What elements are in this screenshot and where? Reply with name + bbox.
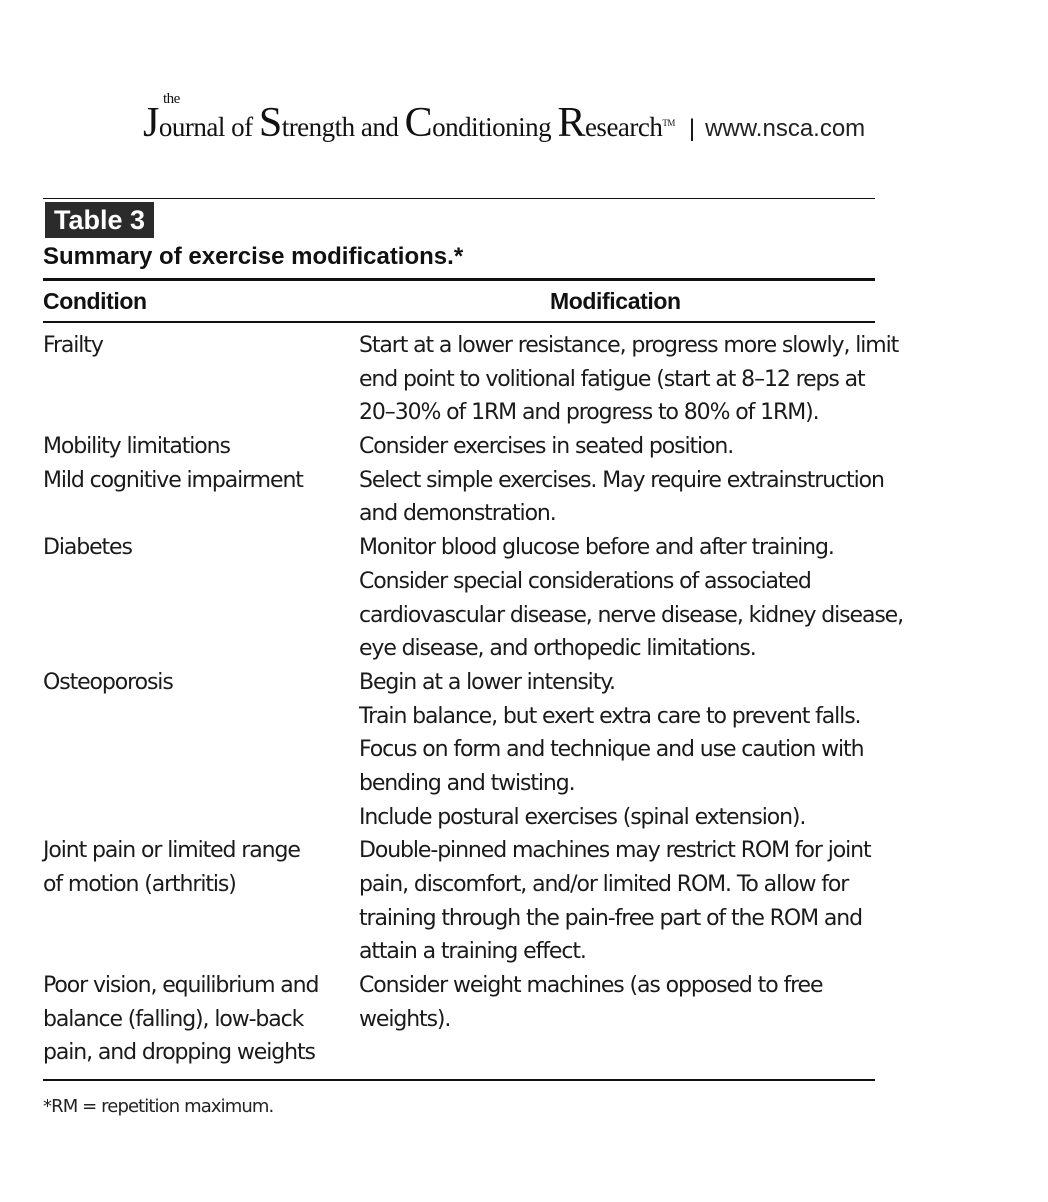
table-row <box>43 329 899 430</box>
journal-title: the Journal of Strength and Conditioning Research™ <box>143 91 675 146</box>
table-row <box>43 531 904 666</box>
condition-line: Joint pain or limited range <box>43 838 300 864</box>
modification-cell <box>359 834 875 969</box>
condition-line <box>43 801 359 835</box>
condition-line <box>43 767 359 801</box>
modification-line: Double-pinned machines may restrict ROM for joint <box>359 838 871 864</box>
table-body <box>43 329 904 1070</box>
top-rule <box>43 198 875 199</box>
modification-cell <box>359 531 904 666</box>
table-row <box>43 464 884 531</box>
modification-line: Consider weight machines (as opposed to free <box>359 973 823 999</box>
condition-line: balance (falling), low-back <box>43 1006 304 1032</box>
table-row <box>43 430 875 464</box>
caption-rule <box>43 278 875 281</box>
condition-line <box>43 632 359 666</box>
table-row <box>43 969 875 1070</box>
modification-line: Focus on form and technique and use caution with <box>359 737 864 763</box>
trademark-symbol: TM <box>662 118 675 128</box>
modification-line: and demonstration. <box>359 501 556 527</box>
modification-line: Start at a lower resistance, progress more slowly, limit <box>359 333 899 358</box>
bottom-rule <box>43 1079 875 1081</box>
condition-line: of motion (arthritis) <box>43 872 236 897</box>
condition-cell <box>43 464 359 531</box>
condition-cell <box>43 666 359 834</box>
modification-line: Consider exercises in seated position. <box>359 434 734 460</box>
condition-line <box>43 733 359 767</box>
condition-cell <box>43 430 359 464</box>
modification-line: Consider special considerations of associated <box>359 568 811 594</box>
table-row <box>43 834 875 969</box>
condition-cell <box>43 969 359 1070</box>
table-caption: Summary of exercise modifications.* <box>43 243 464 270</box>
condition-line: Diabetes <box>43 535 132 561</box>
modification-line <box>359 1036 875 1070</box>
condition-line <box>43 935 359 969</box>
website-link: www.nsca.com <box>705 115 866 142</box>
modification-line: 20–30% of 1RM and progress to 80% of 1RM). <box>359 400 819 426</box>
condition-line <box>43 565 359 599</box>
table-label: Table 3 <box>45 202 154 238</box>
modification-line: end point to volitional fatigue (start at 8–12 reps at <box>359 366 865 392</box>
modification-line: bending and twisting. <box>359 770 575 796</box>
condition-cell <box>43 329 359 430</box>
condition-line: Mild cognitive impairment <box>43 467 303 493</box>
condition-line <box>43 363 359 397</box>
column-header-condition: Condition <box>43 288 147 314</box>
condition-cell <box>43 834 359 969</box>
condition-cell <box>43 531 359 666</box>
condition-line <box>43 396 359 430</box>
modification-line: training through the pain-free part of the ROM and <box>359 905 862 931</box>
modification-line: cardiovascular disease, nerve disease, kidney disease, <box>359 602 904 628</box>
modification-cell <box>359 430 875 464</box>
modification-line: Monitor blood glucose before and after training. <box>359 535 834 561</box>
condition-line <box>43 700 359 734</box>
modification-line: attain a training effect. <box>359 939 586 965</box>
column-header-modification: Modification <box>550 288 681 314</box>
table-footnote: *RM = repetition maximum. <box>43 1096 274 1117</box>
modification-cell <box>359 329 899 430</box>
modification-cell <box>359 464 884 531</box>
table-row <box>43 666 875 834</box>
journal-header <box>143 84 875 144</box>
modification-line: Begin at a lower intensity. <box>359 669 615 695</box>
condition-line <box>43 599 359 633</box>
header-rule <box>43 321 875 323</box>
modification-line: Train balance, but exert extra care to prevent falls. <box>359 703 861 729</box>
modification-line: Select simple exercises. May require extrainstruction <box>359 467 884 493</box>
modification-line: weights). <box>359 1006 451 1032</box>
modification-line: pain, discomfort, and/or limited ROM. To allow for <box>359 872 849 897</box>
journal-title-prefix: the <box>163 91 180 107</box>
condition-line: Frailty <box>43 333 103 358</box>
condition-line: Osteoporosis <box>43 669 173 695</box>
modification-line: eye disease, and orthopedic limitations. <box>359 636 756 662</box>
modification-cell <box>359 969 875 1070</box>
condition-line <box>43 497 359 531</box>
modification-cell <box>359 666 875 834</box>
header-separator: | <box>688 115 696 142</box>
condition-line <box>43 902 359 936</box>
condition-line: Mobility limitations <box>43 434 230 460</box>
condition-line: Poor vision, equilibrium and <box>43 973 319 999</box>
condition-line: pain, and dropping weights <box>43 1040 315 1066</box>
modification-line: Include postural exercises (spinal extension). <box>359 804 806 830</box>
